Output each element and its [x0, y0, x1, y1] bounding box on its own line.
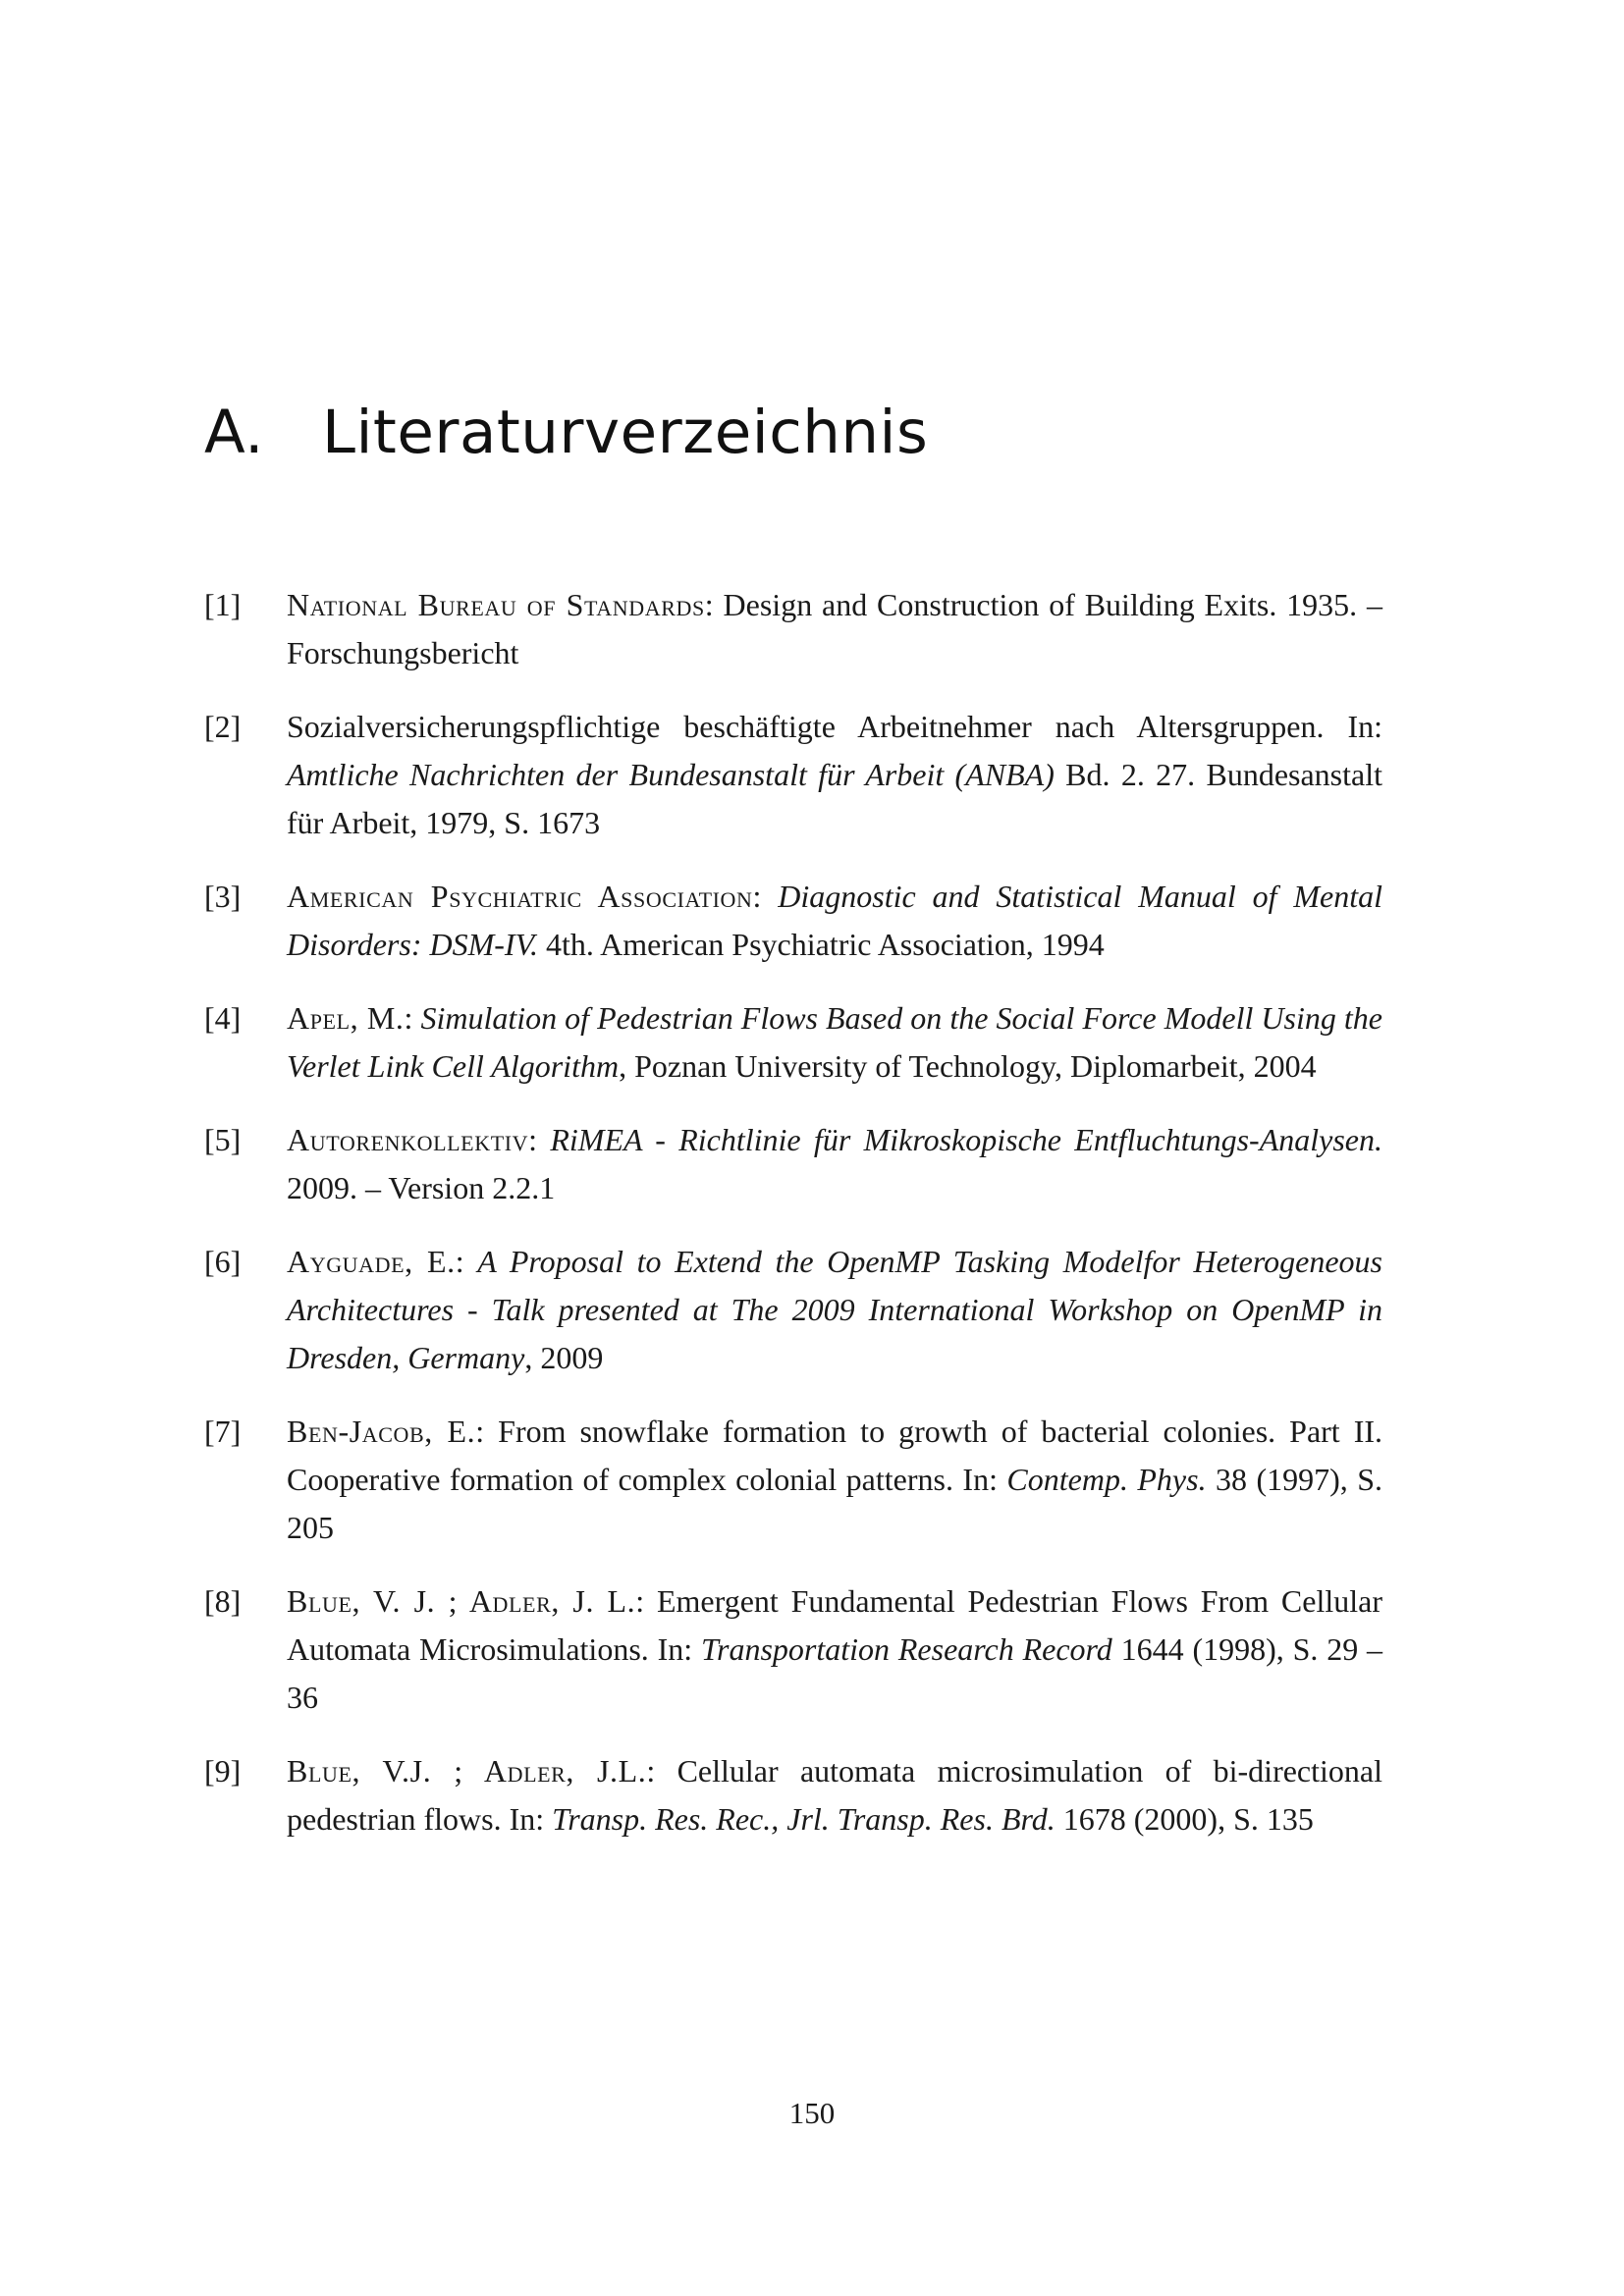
reference-item: [204, 1116, 1382, 1212]
reference-separator: :: [455, 1244, 478, 1279]
reference-authors: Blue, V. J. ; Adler, J. L.: [287, 1583, 636, 1619]
reference-details: 38 (1997), S. 205: [287, 1462, 1383, 1545]
reference-title-italic: Simulation of Pedestrian Flows Based on the Social Force Modell Using the Verlet Link Cell Algorithm: [287, 1000, 1383, 1084]
reference-item: [204, 1747, 1382, 1843]
reference-title-italic: Transportation Research Record: [700, 1631, 1112, 1667]
reference-details: 4th. American Psychiatric Association, 1994: [537, 927, 1105, 962]
reference-item: [204, 581, 1382, 677]
reference-text: Emergent Fundamental Pedestrian Flows From Cellular Automata Microsimulations. In:: [287, 1583, 1383, 1667]
reference-details: 2009. – Version 2.2.1: [287, 1170, 556, 1205]
reference-title-italic: Contemp. Phys.: [1006, 1462, 1207, 1497]
reference-authors: Ayguade, E.: [287, 1244, 456, 1279]
reference-separator: :: [752, 879, 779, 914]
reference-separator: :: [475, 1414, 499, 1449]
reference-separator: :: [646, 1753, 677, 1789]
reference-separator: :: [704, 587, 724, 622]
reference-title-italic: Amtliche Nachrichten der Bundesanstalt für Arbeit (ANBA): [287, 757, 1055, 792]
reference-title-italic: RiMEA - Richtlinie für Mikroskopische Entfluchtungs-Analysen.: [550, 1122, 1382, 1157]
reference-label: [3]: [204, 879, 242, 914]
reference-item: [204, 1238, 1382, 1382]
reference-item: [204, 873, 1382, 969]
reference-details: , Poznan University of Technology, Diplomarbeit, 2004: [619, 1048, 1317, 1084]
reference-item: [204, 994, 1382, 1091]
reference-authors: Ben-Jacob, E.: [287, 1414, 476, 1449]
page-number: 150: [788, 2096, 836, 2130]
reference-label: [4]: [204, 1000, 242, 1036]
reference-label: [1]: [204, 587, 242, 622]
reference-label: [8]: [204, 1583, 242, 1619]
reference-title-italic: A Proposal to Extend the OpenMP Tasking Modelfor Heterogeneous Architectures - Talk presented at The 2009 International Workshop on OpenMP in Dresden, Germany: [287, 1244, 1383, 1375]
reference-item: [204, 703, 1382, 847]
reference-authors: National Bureau of Standards: [287, 587, 705, 622]
reference-label: [9]: [204, 1753, 242, 1789]
reference-item: [204, 1577, 1382, 1722]
reference-authors: American Psychiatric Association: [287, 879, 753, 914]
chapter-number: A.: [204, 398, 265, 467]
reference-details: , 2009: [524, 1340, 604, 1375]
reference-label: [2]: [204, 709, 242, 744]
reference-authors: Blue, V.J. ; Adler, J.L.: [287, 1753, 647, 1789]
reference-separator: :: [404, 1000, 421, 1036]
reference-text: From snowflake formation to growth of bacterial colonies. Part II. Cooperative formation of complex colonial patterns. In:: [287, 1414, 1383, 1497]
reference-list: [204, 581, 1382, 1869]
reference-item: [204, 1408, 1382, 1552]
reference-separator: :: [528, 1122, 551, 1157]
reference-details: Bd. 2. 27. Bundesanstalt für Arbeit, 1979, S. 1673: [287, 757, 1383, 840]
reference-title-italic: Transp. Res. Rec., Jrl. Transp. Res. Brd.: [552, 1801, 1056, 1837]
reference-label: [7]: [204, 1414, 242, 1449]
reference-text: Design and Construction of Building Exits. 1935. – Forschungsbericht: [287, 587, 1383, 670]
reference-authors: Apel, M.: [287, 1000, 405, 1036]
chapter-title-text: Literaturverzeichnis: [322, 398, 929, 467]
reference-text: Sozialversicherungspflichtige beschäftigte Arbeitnehmer nach Altersgruppen. In:: [287, 709, 1382, 744]
reference-title-italic: Diagnostic and Statistical Manual of Mental Disorders: DSM-IV.: [287, 879, 1383, 962]
reference-authors: Autorenkollektiv: [287, 1122, 529, 1157]
reference-details: 1678 (2000), S. 135: [1055, 1801, 1314, 1837]
reference-details: 1644 (1998), S. 29 –36: [287, 1631, 1383, 1715]
chapter-title: [204, 398, 928, 467]
reference-label: [6]: [204, 1244, 242, 1279]
reference-separator: :: [635, 1583, 657, 1619]
reference-text: Cellular automata microsimulation of bi-directional pedestrian flows. In:: [287, 1753, 1383, 1837]
reference-label: [5]: [204, 1122, 242, 1157]
